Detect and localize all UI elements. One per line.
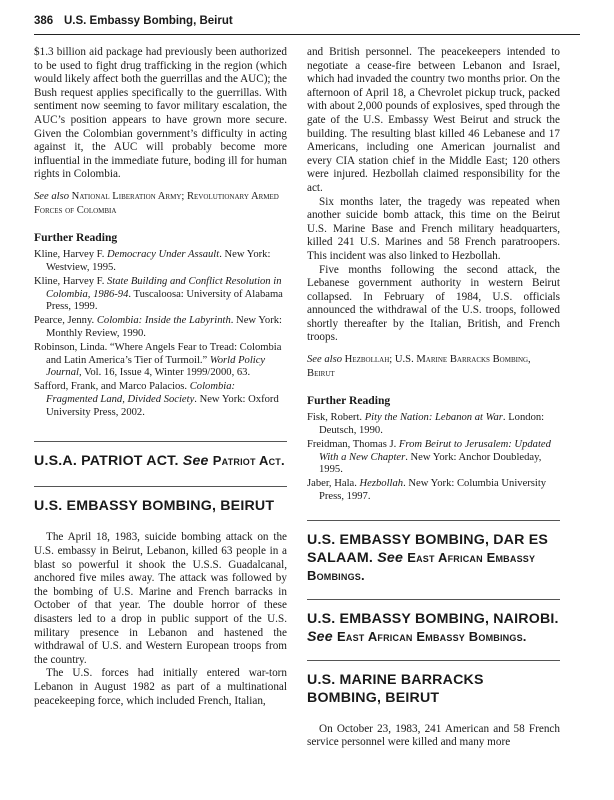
reference-item (307, 439, 560, 477)
reference-list (307, 412, 560, 504)
heading-text: U.S. EMBASSY BOMBING, DAR ES SALAAM. (307, 531, 549, 566)
reference-author: Fisk, Robert. (307, 412, 365, 424)
paragraph: On October 23, 1983, 241 American and 58 French service personnel were killed and many more (307, 722, 560, 749)
see-also (34, 190, 287, 217)
page-number: 386 (34, 15, 54, 27)
see-also-label: See also (34, 190, 70, 202)
divider (34, 486, 287, 487)
reference-item (307, 478, 560, 504)
reference-author: Freidman, Thomas J. (307, 438, 399, 450)
reference-item (34, 315, 287, 341)
see-also-link[interactable]: Revolutionary Armed Forces of Colombia (34, 190, 279, 216)
reference-author: Kline, Harvey F. (34, 275, 107, 287)
reference-title: Hezbollah (359, 478, 404, 490)
entry-heading-beirut: U.S. EMBASSY BOMBING, BEIRUT (34, 498, 275, 515)
paragraph: $1.3 billion aid package had previously been authorized to be used to fight drug trafficking in the region (which would likely affect both the guerrillas and the AUC); the Bush request applies specifically to the guerrillas. With sentiment now seeming to favor military escalation, the AUC’s position appears to have grown more secure. Given the Colombian government’s difficulty in acting against it, the AUC will probably become more influential in the immediate future, boding ill for human rights in Colombia. (34, 46, 288, 181)
paragraph: Five months following the second attack, the Lebanese government authority in western Beirut collapsed. In February of 1984, U.S. officials announced the withdrawal of the U.S. troops, followed shortly thereafter by the Italian, British, and French troops. (307, 263, 560, 344)
reference-title: Democracy Under Assault (107, 249, 220, 261)
left-column (34, 46, 287, 708)
reference-publisher: . New York: Westview, 1995. (46, 249, 271, 273)
paragraph: The U.S. forces had initially entered war-torn Lebanon in August 1982 as part of a multinational peacekeeping force, which included French, Italian, (34, 667, 287, 707)
paragraph: The April 18, 1983, suicide bombing attack on the U.S. embassy in Beirut, Lebanon, killed 63 people in a blast so powerful it shook the U.S.S. Guadalcanal, anchored five miles away. The attack was followed by the bombing of U.S. Marine and French barracks in October of that year. The double horror of these disasters led to a drop in public support of the U.S. military presence in Lebanon and hastened the withdrawal of U.S. and Western European troops from the country. (34, 531, 287, 666)
reference-publisher: , Vol. 16, Issue 4, Winter 1999/2000, 63. (78, 367, 251, 379)
cross-reference-link[interactable]: East African Embassy Bombings. (307, 549, 536, 583)
reference-publisher: . London: Deutsch, 1990. (319, 412, 545, 437)
reference-author: Pearce, Jenny. (34, 315, 97, 327)
reference-item (34, 381, 287, 419)
running-header (34, 14, 580, 35)
heading-text: U.S. EMBASSY BOMBING, NAIROBI. (307, 610, 559, 627)
reference-item (34, 342, 287, 380)
divider (307, 520, 560, 521)
reference-title: State Building and Conflict Resolution in Colombia, 1986-94 (46, 275, 282, 300)
reference-title: Colombia: Fragmented Land, Divided Society (46, 381, 236, 405)
cross-reference-link[interactable]: Patriot Act. (212, 453, 285, 469)
entry-heading-patriot-act (34, 452, 287, 470)
reference-author: Jaber, Hala. (307, 478, 360, 490)
reference-author: Kline, Harvey F. (34, 249, 107, 261)
reference-list (34, 249, 287, 419)
further-reading-heading: Further Reading (34, 231, 118, 245)
see-also-link[interactable]: National Liberation Army; (71, 190, 185, 202)
see-also-link[interactable]: Hezbollah; (344, 354, 393, 366)
heading-text: U.S.A. PATRIOT ACT. (34, 453, 179, 470)
reference-author: Safford, Frank, and Marco Palacios. (34, 381, 190, 393)
entry-heading-nairobi (307, 610, 560, 646)
divider (307, 599, 560, 600)
reference-publisher: . New York: Anchor Doubleday, 1995. (319, 451, 542, 476)
paragraph: Six months later, the tragedy was repeated when another suicide bomb attack, this time on the Beirut U.S. Marine Base and French military headquarters, killed 241 U.S. Marines and 58 French paratroopers. This incident was also linked to Hezbollah. (307, 195, 560, 262)
see-also-label: See also (307, 354, 343, 366)
divider (34, 441, 287, 442)
reference-title: Pity the Nation: Lebanon at War (364, 412, 503, 424)
further-reading-heading: Further Reading (307, 394, 391, 408)
paragraph: and British personnel. The peacekeepers intended to negotiate a cease-fire between Lebanon and Israel, which had invaded the country two months prior. On the afternoon of April 18, a Chevrolet pickup truck, packed with about 2,000 pounds of explosives, sped through the gate of the U.S. Embassy West Beirut and struck the building. The resulting blast killed 46 Lebanese and 17 Americans, including one American journalist and every CIA station chief in the Middle East; 120 others were injured. Hezbollah claimed responsibility for the act. (307, 46, 560, 194)
see-word: See (182, 453, 209, 470)
cross-reference-link[interactable]: East African Embassy Bombings. (337, 628, 527, 644)
reference-publisher: . Tuscaloosa: University of Alabama Press, 1999. (46, 288, 283, 313)
reference-item (34, 276, 287, 314)
see-word: See (377, 549, 404, 566)
divider (307, 660, 560, 661)
reference-publisher: . New York: Oxford University Press, 2002. (46, 393, 279, 418)
reference-title: World Policy Journal (46, 354, 266, 379)
see-word: See (307, 628, 333, 645)
reference-author: Robinson, Linda. “Where Angels Fear to Tread: Colombia and Latin America’s Tier of Turmoil.” (34, 341, 282, 366)
entry-heading-marine-barracks: U.S. MARINE BARRACKS BOMBING, BEIRUT (307, 671, 484, 706)
reference-item (34, 249, 287, 275)
reference-title: Colombia: Inside the Labyrinth (96, 315, 231, 327)
reference-publisher: . New York: Monthly Review, 1990. (46, 315, 282, 339)
see-also-link[interactable]: U.S. Marine Barracks Bombing, Beirut (307, 354, 531, 379)
reference-title: From Beirut to Jerusalem: Updated With a New Chapter (319, 438, 551, 463)
see-also (307, 353, 560, 380)
reference-item (307, 412, 560, 438)
reference-publisher: . New York: Columbia University Press, 1997. (319, 478, 547, 503)
entry-heading-dar-es-salaam (307, 531, 560, 585)
right-column (307, 46, 560, 750)
running-title: U.S. Embassy Bombing, Beirut (64, 15, 233, 27)
